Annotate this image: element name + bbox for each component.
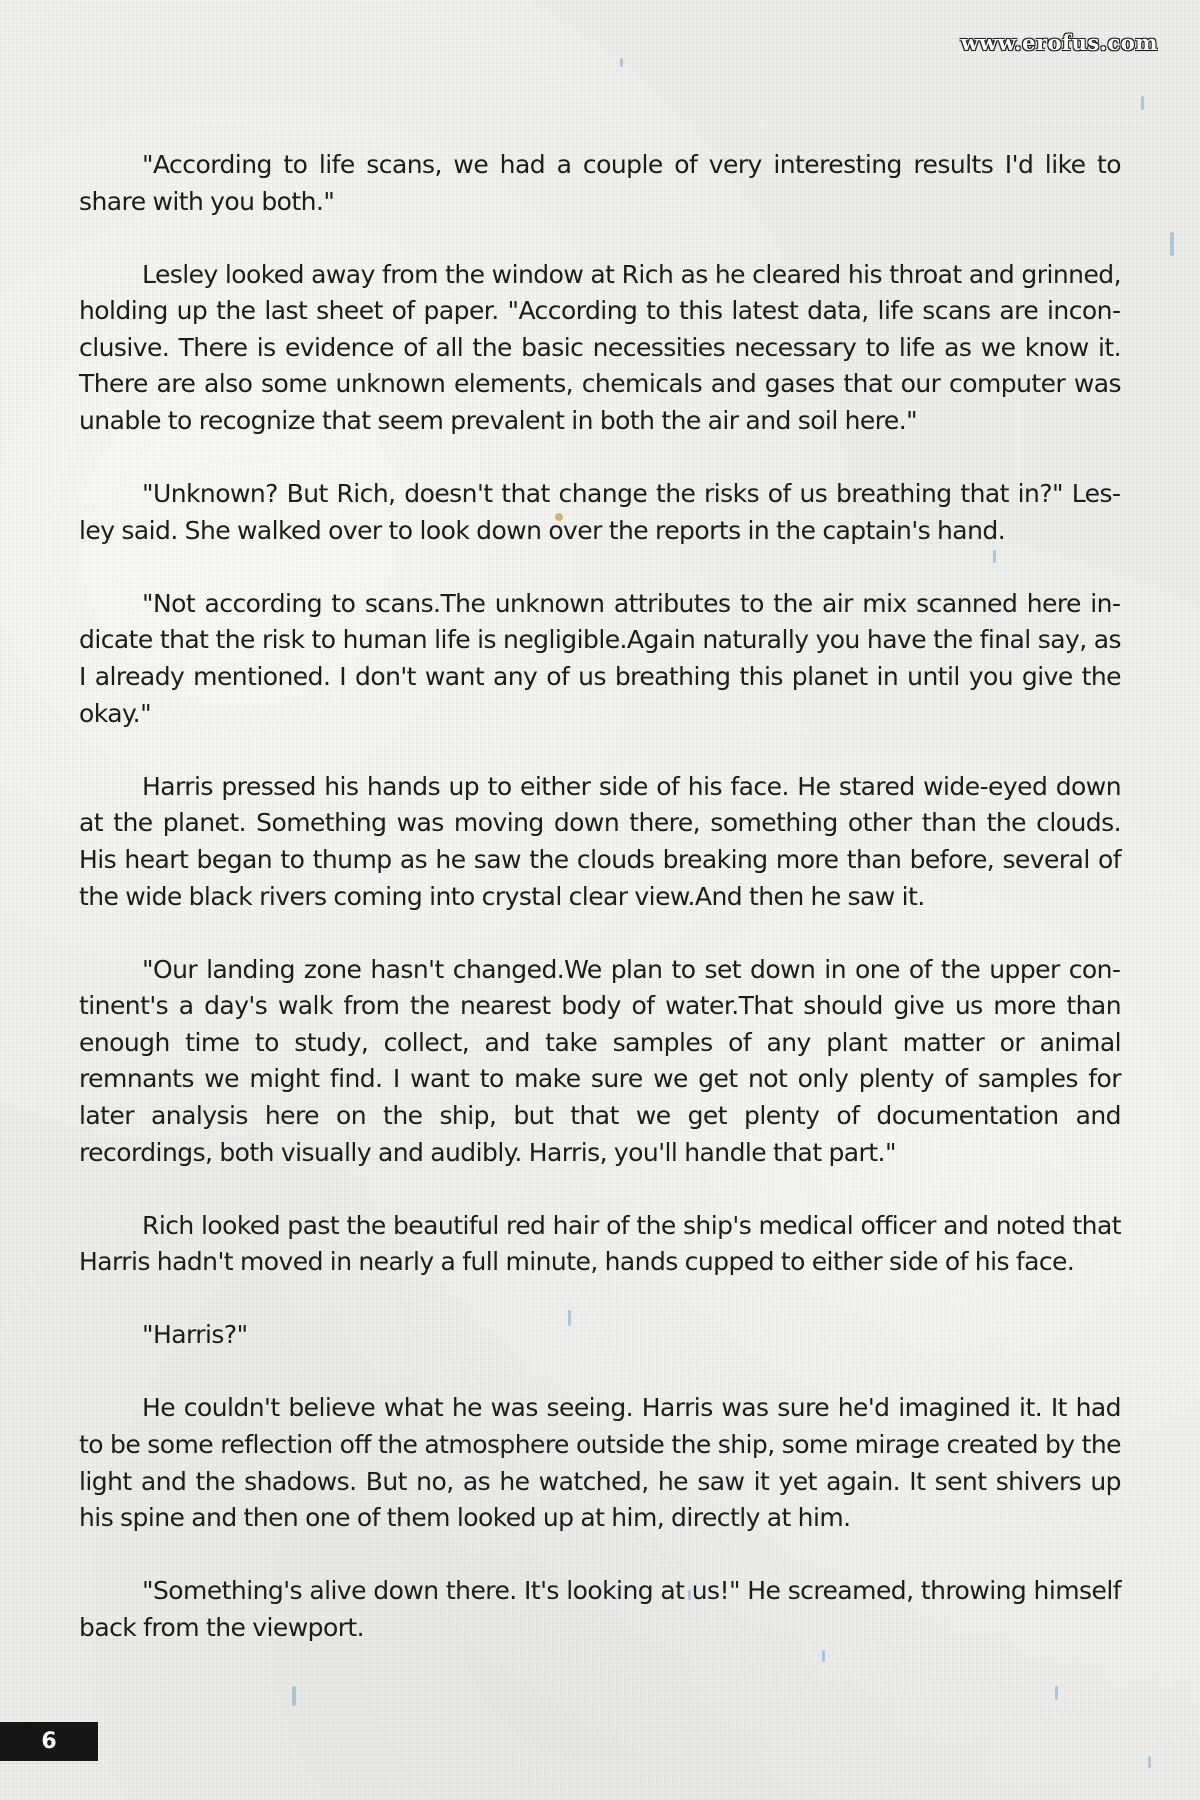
- paper-speck: [620, 58, 623, 67]
- paragraph: "Not according to scans.The unknown attributes to the air mix scanned here indicate that the risk to human life is negligible.Again naturally you have the final say, as I already mentioned. I don't want any of us breathing this planet in until you give the okay.": [79, 588, 1121, 728]
- paper-speck: [1148, 1756, 1151, 1768]
- paragraph: "Something's alive down there. It's looking at us!" He screamed, throwing himself back from the viewport.: [79, 1576, 1121, 1642]
- paragraph: Harris pressed his hands up to either side of his face. He stared wide-eyed down at the planet. Something was moving down there, something other than the clouds. His heart began to thump as he saw the clouds breaking more than before, several of the wide black rivers coming into crystal clear view.And then he saw it.: [79, 771, 1121, 911]
- watermark: www.erofus.com: [960, 30, 1158, 55]
- paper-speck: [292, 1686, 296, 1706]
- paper-speck: [1141, 96, 1144, 110]
- paragraph: "Harris?": [142, 1320, 248, 1350]
- paragraph: He couldn't believe what he was seeing. Harris was sure he'd imagined it. It had to be some reflection off the atmosphere outside the ship, some mirage created by the light and the shadows. But no, as he watched, he saw it yet again. It sent shivers up his spine and then one of them looked up at him, directly at him.: [79, 1393, 1121, 1533]
- paper-speck: [1170, 232, 1174, 256]
- paragraph: Rich looked past the beautiful red hair of the ship's medical officer and noted that Harris hadn't moved in nearly a full minute, hands cupped to either side of his face.: [79, 1210, 1121, 1277]
- paragraph: Lesley looked away from the window at Rich as he cleared his throat and grinned, holding up the last sheet of paper. "According to this latest data, life scans are inconclusive. There is evidence of all the basic necessities necessary to life as we know it. There are also some unknown elements, chemicals and gases that our computer was unable to recognize that seem prevalent in both the air and soil here.": [79, 259, 1121, 436]
- story-text: [79, 147, 1121, 1683]
- paragraph: "Unknown? But Rich, doesn't that change the risks of us breathing that in?" Lesley said. She walked over to look down over the reports in the captain's hand.: [79, 479, 1121, 545]
- page-number: 6: [41, 1729, 57, 1754]
- paper-speck: [1055, 1686, 1058, 1700]
- paragraph: "According to life scans, we had a couple of very interesting results I'd like to share with you both.": [79, 150, 1121, 216]
- paragraph: "Our landing zone hasn't changed.We plan to set down in one of the upper continent's a day's walk from the nearest body of water.That should give us more than enough time to study, collect, and take samples of any plant matter or animal remnants we might find. I want to make sure we get not only plenty of samples for later analysis here on the ship, but that we get plenty of documentation and recordings, both visually and audibly. Harris, you'll handle that part.": [79, 954, 1121, 1167]
- page-number-tab: [0, 1722, 98, 1761]
